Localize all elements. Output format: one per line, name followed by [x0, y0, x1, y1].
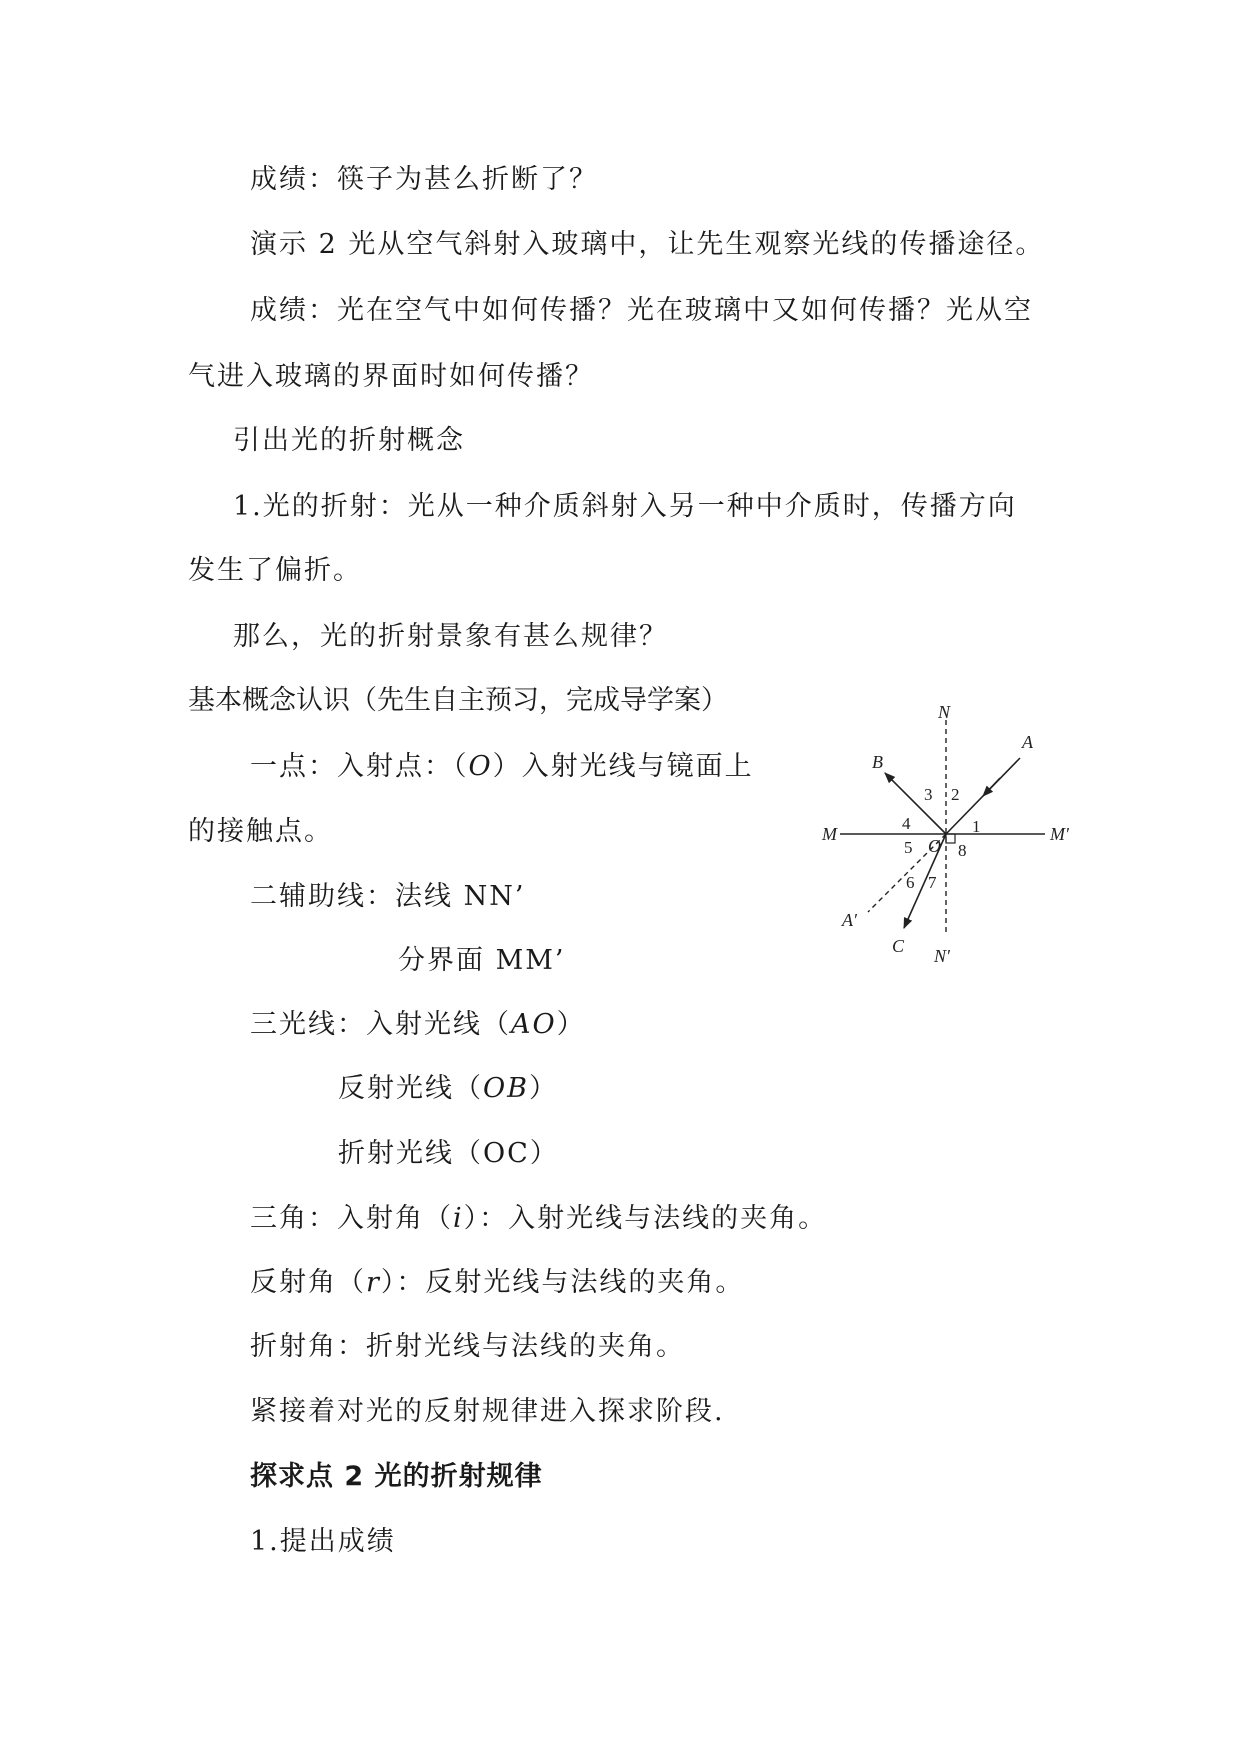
text-line: 发生了偏折。: [188, 555, 362, 586]
text-line: 那么，光的折射景象有甚么规律？: [233, 621, 668, 652]
label-o: O: [928, 836, 941, 856]
text-span: i: [453, 1203, 464, 1234]
text-line: [250, 1266, 744, 1300]
angle-label: 7: [928, 873, 937, 892]
text-span: AO: [511, 1009, 557, 1040]
text-span: 一点：入射点：（: [250, 751, 469, 782]
text-line: 气进入玻璃的界面时如何传播？: [188, 361, 594, 392]
text-span: ）入射光线与镜面上: [492, 751, 754, 782]
text-line: [250, 1202, 827, 1236]
text-line: 引出光的折射概念: [233, 425, 465, 456]
text-line: [250, 750, 754, 784]
text-line: 二辅助线：法线 NN’: [250, 881, 526, 912]
text-span: r: [366, 1267, 381, 1298]
text-span: 三光线：入射光线（: [250, 1009, 511, 1040]
text-span: ）: [556, 1009, 586, 1040]
angle-label: 8: [958, 841, 967, 860]
text-line: 折射角：折射光线与法线的夹角。: [250, 1331, 685, 1362]
label-n-prime: N′: [934, 946, 950, 966]
label-n: N: [938, 702, 951, 722]
text-span: ）：入射光线与法线的夹角。: [463, 1203, 828, 1234]
text-line: 成绩：筷子为甚么折断了？: [250, 164, 598, 195]
label-c: C: [892, 936, 905, 956]
text-span: OB: [483, 1073, 529, 1104]
label-m-prime: M′: [1050, 824, 1069, 844]
text-line: [338, 1072, 558, 1106]
text-line: 1.光的折射：光从一种介质斜射入另一种中介质时，传播方向: [233, 491, 1017, 522]
angle-label: 6: [906, 873, 915, 892]
text-line: 紧接着对光的反射规律进入探求阶段.: [250, 1396, 725, 1427]
angle-label: 2: [951, 785, 960, 804]
angle-label: 3: [924, 785, 933, 804]
label-a: A: [1022, 732, 1033, 752]
text-line: 折射光线（OC）: [338, 1138, 559, 1169]
text-line: 的接触点。: [188, 816, 333, 847]
text-line: [250, 1008, 586, 1042]
text-line: 成绩：光在空气中如何传播？光在玻璃中又如何传播？光从空: [250, 295, 1033, 326]
label-m: M: [822, 824, 837, 844]
right-angle-mark: [946, 834, 955, 843]
text-span: O: [468, 751, 493, 782]
text-line: 演示 2 光从空气斜射入玻璃中，让先生观察光线的传播途径。: [250, 229, 1045, 260]
section-heading: 探求点 2 光的折射规律: [250, 1461, 543, 1492]
text-span: 反射角（: [250, 1267, 366, 1298]
text-span: ）: [528, 1073, 558, 1104]
text-line: 分界面 MM’: [398, 945, 566, 976]
text-line: 基本概念认识（先生自主预习，完成导学案）: [188, 685, 728, 716]
angle-label: 4: [902, 814, 911, 833]
label-b: B: [872, 752, 883, 772]
incident-arrow: [983, 778, 1000, 796]
label-a-prime: A′: [842, 910, 857, 930]
text-span: 反射光线（: [338, 1073, 483, 1104]
reflected-ray: [885, 773, 946, 834]
text-span: 三角：入射角（: [250, 1203, 453, 1234]
angle-label: 5: [904, 838, 913, 857]
text-line: 1.提出成绩: [250, 1526, 396, 1557]
text-span: ）：反射光线与法线的夹角。: [380, 1267, 745, 1298]
angle-label: 1: [972, 817, 981, 836]
refraction-diagram: [820, 700, 1100, 980]
